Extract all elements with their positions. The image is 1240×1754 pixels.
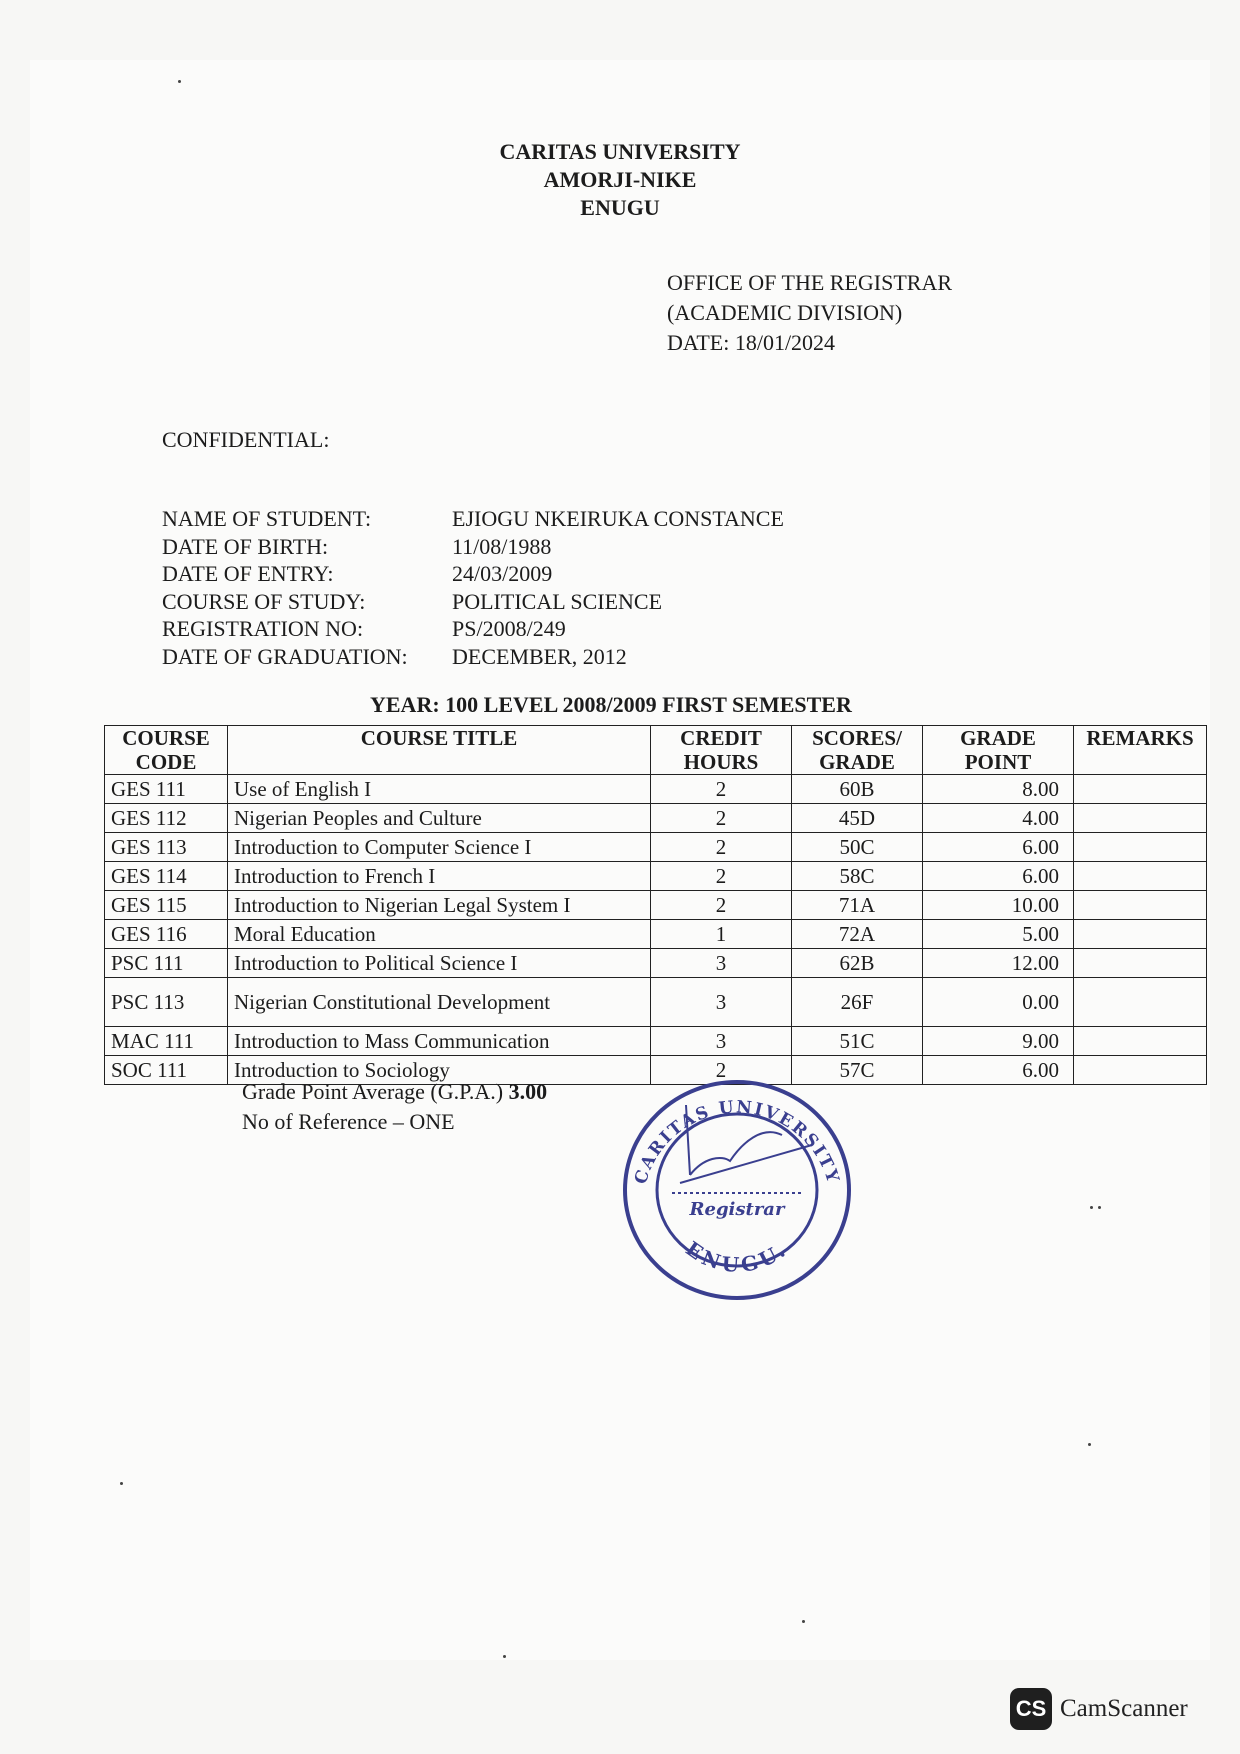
header-text: SCORES/ — [812, 726, 902, 750]
cell-credit-hours: 2 — [651, 804, 792, 833]
table-row — [105, 804, 1207, 833]
cell-credit-hours: 3 — [651, 1027, 792, 1056]
office-line-1: OFFICE OF THE REGISTRAR — [667, 270, 953, 295]
info-label: NAME OF STUDENT: — [162, 506, 372, 531]
info-value: EJIOGU NKEIRUKA CONSTANCE — [452, 506, 784, 531]
info-label: COURSE OF STUDY: — [162, 588, 366, 614]
info-row — [162, 588, 784, 616]
info-row — [162, 615, 784, 643]
reference-line: No of Reference – ONE — [242, 1109, 455, 1134]
cell-course-title: Introduction to French I — [228, 862, 651, 891]
info-label: DATE OF GRADUATION: — [162, 643, 408, 669]
header-remarks — [1074, 726, 1207, 775]
cell-remarks — [1074, 804, 1207, 833]
info-value: POLITICAL SCIENCE — [452, 588, 663, 614]
cell-score-grade: 58C — [792, 862, 923, 891]
cell-course-code: GES 111 — [105, 775, 228, 804]
cell-grade-point: 10.00 — [923, 891, 1074, 920]
cell-remarks — [1074, 920, 1207, 949]
cell-credit-hours: 2 — [651, 833, 792, 862]
office-date: DATE: 18/01/2024 — [667, 330, 836, 355]
cell-remarks — [1074, 775, 1207, 804]
info-value: PS/2008/249 — [452, 616, 566, 641]
office-line-2: (ACADEMIC DIVISION) — [667, 300, 903, 325]
cell-remarks — [1074, 862, 1207, 891]
cell-score-grade: 62B — [792, 949, 923, 978]
cell-remarks — [1074, 891, 1207, 920]
scan-speck — [1098, 1206, 1101, 1209]
camscanner-badge-text: CS — [1015, 1696, 1047, 1721]
info-label: DATE OF BIRTH: — [162, 533, 329, 559]
cell-course-code: GES 116 — [105, 920, 228, 949]
cell-score-grade: 50C — [792, 833, 923, 862]
cell-course-title: Nigerian Peoples and Culture — [228, 804, 651, 833]
cell-course-code: SOC 111 — [105, 1056, 228, 1085]
university-name: CARITAS UNIVERSITY — [499, 139, 741, 164]
cell-grade-point: 4.00 — [923, 804, 1074, 833]
cell-score-grade: 45D — [792, 804, 923, 833]
cell-course-title: Moral Education — [228, 920, 651, 949]
cell-credit-hours: 2 — [651, 775, 792, 804]
cell-remarks — [1074, 1056, 1207, 1085]
info-row — [162, 560, 784, 588]
header-course-code — [105, 726, 228, 775]
scan-speck — [503, 1655, 506, 1658]
cell-grade-point: 0.00 — [923, 978, 1074, 1027]
registrar-stamp — [612, 1065, 862, 1305]
header-text: COURSE TITLE — [360, 726, 518, 750]
header-text: GRADE — [819, 750, 895, 774]
table-row — [105, 920, 1207, 949]
header-text: CODE — [135, 750, 197, 774]
cell-course-title: Use of English I — [228, 775, 651, 804]
stamp-bottom-path: ENUGU. — [681, 1236, 793, 1278]
info-row — [162, 643, 784, 671]
scan-speck — [1088, 1443, 1091, 1446]
table-row — [105, 833, 1207, 862]
cell-credit-hours: 1 — [651, 920, 792, 949]
cell-grade-point: 6.00 — [923, 833, 1074, 862]
cell-course-code: MAC 111 — [105, 1027, 228, 1056]
results-body — [105, 775, 1207, 1085]
cell-credit-hours: 2 — [651, 862, 792, 891]
cell-score-grade: 72A — [792, 920, 923, 949]
confidential-label: CONFIDENTIAL: — [162, 427, 330, 452]
header-text: HOURS — [683, 750, 759, 774]
results-table — [104, 725, 1207, 1085]
cell-course-title: Introduction to Computer Science I — [228, 833, 651, 862]
cell-score-grade: 60B — [792, 775, 923, 804]
gpa-value: 3.00 — [508, 1079, 548, 1104]
table-row — [105, 949, 1207, 978]
info-value: 11/08/1988 — [452, 533, 552, 559]
cell-grade-point: 9.00 — [923, 1027, 1074, 1056]
info-label: REGISTRATION NO: — [162, 616, 364, 641]
cell-remarks — [1074, 978, 1207, 1027]
cell-remarks — [1074, 949, 1207, 978]
info-value: 24/03/2009 — [452, 561, 553, 586]
cell-course-code: PSC 111 — [105, 949, 228, 978]
header-credit-hours — [651, 726, 792, 775]
header-scores-grade — [792, 726, 923, 775]
gpa-line — [242, 1077, 547, 1107]
header-course-title — [228, 726, 651, 775]
cell-credit-hours: 3 — [651, 949, 792, 978]
cell-remarks — [1074, 833, 1207, 862]
header-text: COURSE — [122, 726, 210, 750]
table-row — [105, 862, 1207, 891]
cell-score-grade: 71A — [792, 891, 923, 920]
university-location: AMORJI-NIKE — [543, 167, 697, 192]
cell-score-grade: 57C — [792, 1056, 923, 1085]
gpa-label: Grade Point Average (G.P.A.) — [242, 1079, 504, 1104]
cell-course-code: GES 112 — [105, 804, 228, 833]
camscanner-watermark — [1010, 1688, 1188, 1730]
camscanner-logo-icon — [1010, 1688, 1052, 1730]
cell-course-title: Nigerian Constitutional Development — [228, 978, 651, 1027]
cell-grade-point: 6.00 — [923, 1056, 1074, 1085]
camscanner-text: CamScanner — [1060, 1695, 1188, 1722]
scan-speck — [120, 1482, 123, 1485]
university-city: ENUGU — [580, 195, 660, 220]
header-text: GRADE — [960, 726, 1036, 750]
cell-course-title: Introduction to Political Science I — [228, 949, 651, 978]
stamp-center-text: Registrar — [689, 1199, 785, 1220]
cell-course-title: Introduction to Mass Communication — [228, 1027, 651, 1056]
info-label: DATE OF ENTRY: — [162, 561, 334, 586]
cell-course-code: PSC 113 — [105, 978, 228, 1027]
header-text: CREDIT — [680, 726, 762, 750]
office-block — [667, 268, 952, 358]
cell-score-grade: 26F — [792, 978, 923, 1027]
info-row — [162, 505, 784, 533]
stamp-bottom-text — [681, 1236, 792, 1277]
cell-remarks — [1074, 1027, 1207, 1056]
table-row — [105, 775, 1207, 804]
scan-speck — [1090, 1206, 1093, 1209]
info-row — [162, 533, 784, 561]
cell-grade-point: 5.00 — [923, 920, 1074, 949]
header-text: POINT — [964, 750, 1032, 774]
cell-course-code: GES 114 — [105, 862, 228, 891]
cell-course-title: Introduction to Sociology — [228, 1056, 651, 1085]
cell-grade-point: 6.00 — [923, 862, 1074, 891]
student-info — [162, 505, 784, 670]
table-row — [105, 891, 1207, 920]
header-text: REMARKS — [1086, 726, 1194, 750]
cell-credit-hours: 2 — [651, 891, 792, 920]
cell-score-grade: 51C — [792, 1027, 923, 1056]
cell-course-code: GES 113 — [105, 833, 228, 862]
cell-grade-point: 8.00 — [923, 775, 1074, 804]
table-header-row — [105, 726, 1207, 775]
table-row — [105, 978, 1207, 1027]
cell-course-title: Introduction to Nigerian Legal System I — [228, 891, 651, 920]
info-value: DECEMBER, 2012 — [452, 643, 627, 669]
summary-block — [242, 1077, 547, 1137]
cell-grade-point: 12.00 — [923, 949, 1074, 978]
cell-credit-hours: 3 — [651, 978, 792, 1027]
table-row — [105, 1027, 1207, 1056]
cell-credit-hours: 2 — [651, 1056, 792, 1085]
header-grade-point — [923, 726, 1074, 775]
semester-title: YEAR: 100 LEVEL 2008/2009 FIRST SEMESTER — [370, 692, 852, 717]
stamp-top-path: CARITAS UNIVERSITY — [630, 1097, 844, 1187]
cell-course-code: GES 115 — [105, 891, 228, 920]
scan-speck — [802, 1620, 805, 1623]
scan-speck — [178, 80, 181, 83]
